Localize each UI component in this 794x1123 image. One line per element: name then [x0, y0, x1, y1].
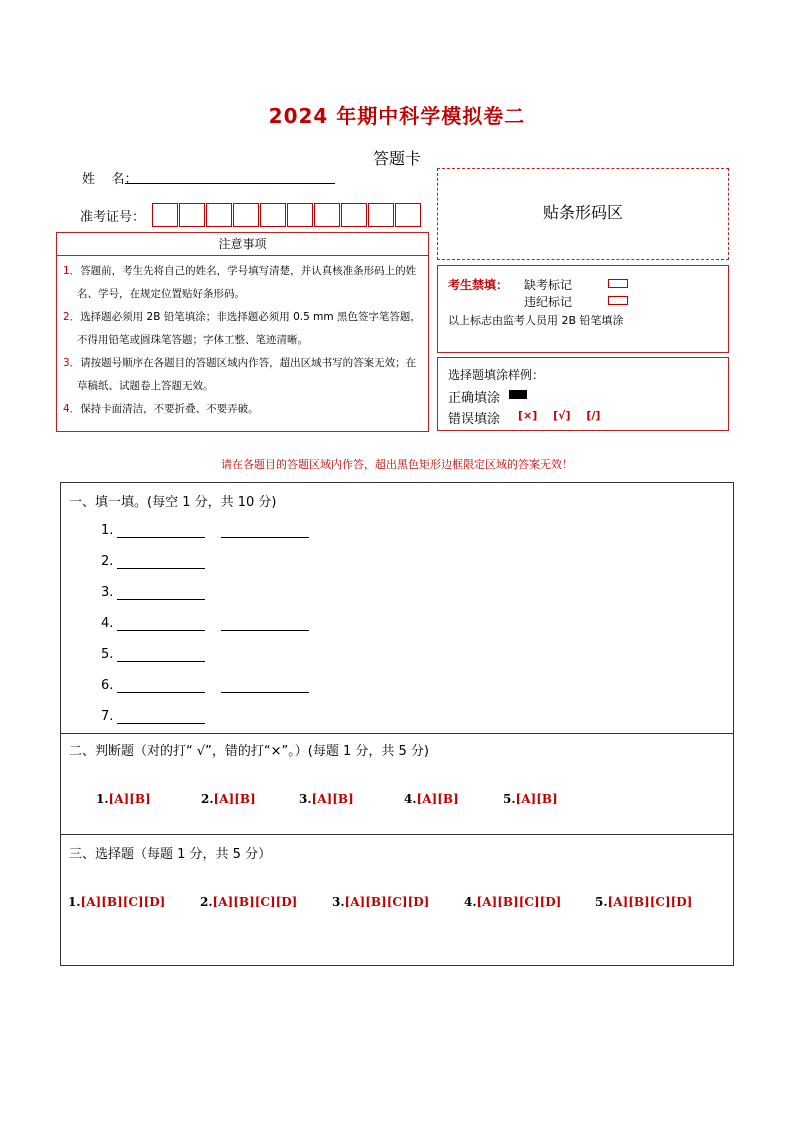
id-digit-box[interactable] — [233, 203, 259, 227]
name-field[interactable] — [125, 183, 335, 184]
id-digit-box[interactable] — [395, 203, 421, 227]
page-title: 2024 年期中科学模拟卷二 — [268, 104, 526, 128]
forbid-label: 考生禁填： — [448, 278, 509, 292]
answer-blank[interactable] — [117, 585, 205, 600]
fill-row: 2. — [101, 554, 221, 569]
fill-row: 7. — [101, 709, 221, 724]
forbid-note: 以上标志由监考人员用 2B 铅笔填涂 — [448, 314, 624, 327]
wrong-mark: [×] — [518, 409, 538, 422]
wrong-fill-label: 错误填涂 — [448, 412, 501, 427]
barcode-area: 贴条形码区 — [437, 168, 729, 260]
notice-item: 1．答题前，考生先将自己的姓名，学号填写清楚，并认真核准条形码上的姓名、学号，在规定位置贴好条形码。 — [63, 265, 417, 300]
id-digit-box[interactable] — [341, 203, 367, 227]
wrong-mark: [/] — [586, 409, 601, 422]
judge-item[interactable]: 2.[A][B] — [201, 792, 256, 806]
correct-fill-mark — [509, 390, 527, 399]
id-digit-box[interactable] — [152, 203, 178, 227]
section-multiple-choice — [61, 835, 733, 965]
notice-item: 3．请按题号顺序在各题目的答题区域内作答，超出区域书写的答案无效；在草稿纸、试题卷上答题无效。 — [63, 357, 417, 392]
answer-blank[interactable] — [221, 616, 309, 631]
id-digit-box[interactable] — [206, 203, 232, 227]
choice-item[interactable]: 2.[A][B][C][D] — [200, 895, 298, 909]
id-digit-box[interactable] — [287, 203, 313, 227]
fill-row: 1. — [101, 523, 325, 538]
examiner-only-box — [437, 265, 729, 353]
fill-row: 5. — [101, 647, 221, 662]
choice-item[interactable]: 1.[A][B][C][D] — [68, 895, 166, 909]
answer-area — [60, 482, 734, 966]
choice-item[interactable]: 5.[A][B][C][D] — [595, 895, 693, 909]
id-digit-box[interactable] — [179, 203, 205, 227]
judge-item[interactable]: 1.[A][B] — [96, 792, 151, 806]
answer-blank[interactable] — [117, 678, 205, 693]
fill-row: 6. — [101, 678, 325, 693]
answer-blank[interactable] — [221, 523, 309, 538]
answer-blank[interactable] — [117, 554, 205, 569]
wrong-mark: [√] — [553, 409, 571, 422]
violation-label: 违纪标记 — [524, 295, 573, 309]
fill-row: 4. — [101, 616, 325, 631]
notice-item: 4．保持卡面清洁，不要折叠、不要弄破。 — [63, 403, 259, 415]
id-digit-box[interactable] — [314, 203, 340, 227]
choice-item[interactable]: 3.[A][B][C][D] — [332, 895, 430, 909]
section-title: 三、选择题（每题 1 分，共 5 分） — [69, 847, 272, 862]
section-fill-in — [61, 483, 733, 734]
fill-sample-box — [437, 357, 729, 431]
choice-item[interactable]: 4.[A][B][C][D] — [464, 895, 562, 909]
answer-area-warning: 请在各题目的答题区域内作答，超出黑色矩形边框限定区域的答案无效！ — [221, 458, 573, 471]
id-digit-box[interactable] — [260, 203, 286, 227]
fill-row: 3. — [101, 585, 221, 600]
answer-blank[interactable] — [221, 678, 309, 693]
wrong-fill-marks — [518, 409, 612, 422]
notice-item: 2．选择题必须用 2B 铅笔填涂；非选择题必须用 0.5 mm 黑色签字笔答题，不得用铅笔或圆珠笔答题；字体工整、笔迹清晰。 — [63, 311, 421, 346]
id-number-boxes[interactable] — [152, 203, 422, 227]
answer-blank[interactable] — [117, 616, 205, 631]
judge-item[interactable]: 5.[A][B] — [503, 792, 558, 806]
section-true-false — [61, 734, 733, 835]
sample-title: 选择题填涂样例： — [448, 368, 545, 382]
judge-item[interactable]: 4.[A][B] — [404, 792, 459, 806]
answer-blank[interactable] — [117, 523, 205, 538]
section-title: 二、判断题（对的打“ √”，错的打“×”。）(每题 1 分，共 5 分) — [69, 744, 429, 759]
violation-mark-box[interactable] — [608, 296, 628, 305]
absent-label: 缺考标记 — [524, 278, 573, 292]
absent-mark-box[interactable] — [608, 279, 628, 288]
correct-fill-label: 正确填涂 — [448, 391, 501, 406]
id-digit-box[interactable] — [368, 203, 394, 227]
name-label: 姓 名： — [82, 172, 138, 187]
notice-title: 注意事项 — [57, 233, 428, 256]
answer-blank[interactable] — [117, 647, 205, 662]
id-label: 准考证号： — [80, 210, 146, 225]
answer-blank[interactable] — [117, 709, 205, 724]
notice-box — [56, 232, 429, 432]
page-subtitle: 答题卡 — [372, 149, 421, 168]
section-title: 一、填一填。(每空 1 分，共 10 分) — [69, 495, 277, 510]
judge-item[interactable]: 3.[A][B] — [299, 792, 354, 806]
